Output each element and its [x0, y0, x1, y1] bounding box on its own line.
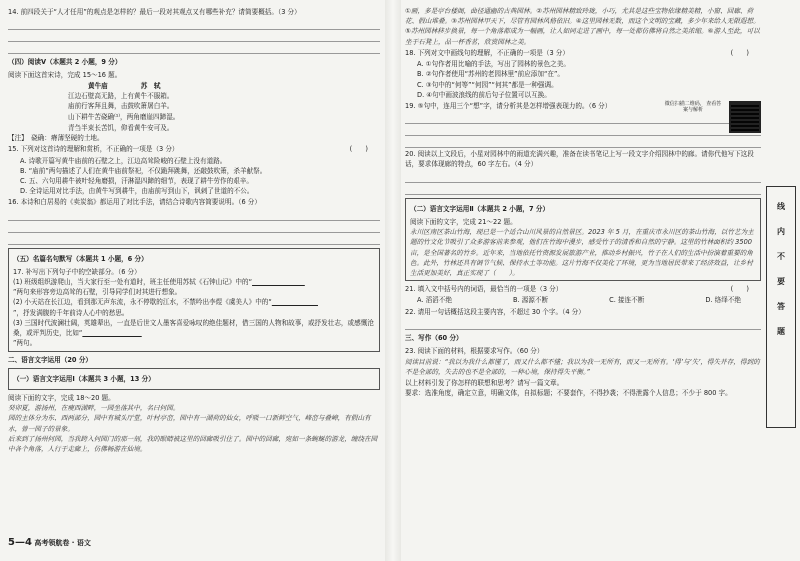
sub2-intro: 阅读下面的文字，完成 21～22 题。 — [410, 217, 517, 226]
seal-char: 内 — [777, 227, 785, 236]
poem-title: 黄牛庙 苏 轼 — [88, 81, 161, 90]
answer-line[interactable] — [405, 171, 761, 183]
page-footer — [8, 537, 91, 548]
option-c[interactable]: C. 五、六句用耕牛被叶轻角磨损，汗淋湿四蹄的细节，表现了耕牛劳作的艰辛。 — [20, 176, 253, 185]
question-18-text: 18. 下列对文中画线句的理解，不正确的一项是（3 分） — [405, 48, 569, 57]
essay-material: 阅读目前说：“我以为我什么都懂了，而又什么都不懂；我以为我一无所有，而又一无所有。‘得’与‘失’，得失并存，得到的不是全部的，失去的也不是全部的，一种心境，保持得失平衡。” — [405, 358, 760, 377]
qr-note: 微信扫描二维码， 查看答案与解析 — [664, 100, 722, 114]
blank-field[interactable] — [252, 278, 305, 286]
answer-line[interactable] — [405, 183, 761, 195]
poem-line: 庙前行客拜且舞，击鼓吹箫屠白羊。 — [68, 102, 174, 111]
section5-box — [8, 248, 380, 352]
read4-intro: 阅读下面这首宋诗，完成 15～16 题。 — [8, 71, 122, 80]
option-c[interactable]: C. ③句中的“何等”“何园”“何其”都是一种强调。 — [417, 80, 558, 89]
blank-field[interactable] — [272, 298, 318, 306]
question-22: 22. 请用一句话概括这段主要内容，不超过 30 个字。（4 分） — [405, 307, 585, 316]
passage-paragraph: 癸卯夏，游扬州，在瘦西湖畔，一园坐落其中，名曰何园。 — [8, 404, 180, 413]
poem-line: 山下耕牛苦硗确⁽¹⁾，两角磨崖四蹄湿。 — [68, 112, 180, 121]
option-a[interactable]: A. ①句作者用比喻的手法，写出了园林的景色之美。 — [417, 60, 570, 69]
option-c[interactable]: C. 接连不断 — [609, 296, 645, 305]
answer-line[interactable] — [8, 18, 380, 30]
question-17-3b: ”两句。 — [13, 339, 37, 348]
option-d[interactable]: D. ④句中画波浪线的前后句子位置可以互换。 — [417, 90, 551, 99]
option-b[interactable]: B. 源源不断 — [513, 296, 549, 305]
poem-body — [8, 91, 380, 133]
answer-line[interactable] — [8, 42, 380, 54]
question-16: 16. 本诗和白居易的《卖炭翁》都运用了对比手法，请结合诗歌内容简要说明。（6 分） — [8, 198, 261, 207]
answer-line[interactable] — [405, 318, 761, 330]
question-23: 23. 阅读下面的材料，根据要求写作。（60 分） — [405, 347, 544, 356]
q17-3-text: (3) 三国时代波澜壮阔，英雄辈出，一直是后世文人墨客喜爱咏叹的绝佳题材，借三国的人物和故事，或抒发壮志，或感慨沧桑，或评判历史，比如“ — [13, 318, 374, 338]
passage-paragraph: ①画，多是亭台楼阁，曲径通幽的古典园林。②苏州园林精致玲珑，小巧，尤其是这些宝物依缘精美精，小窗、回廊、荷花、假山堆叠。③苏州园林甲天下，尽管有园林风格依旧。④这里园林无数，而这个文明的宝藏，多少年来给人无限遐想。⑤苏州园林移步换景，每一个角落都成为一幅画，让人如同走进了画中，每一处都仿佛将自然之美浓缩。⑥游人至此，可以坐于石凳上，品一杯香茗，欣赏园林之美。 — [405, 7, 760, 46]
option-a[interactable]: A. 诗歌开篇写黄牛庙前的石壁之上，江边高耸险峻的石壁上没有道路。 — [20, 156, 227, 165]
question-21-text: 21. 填入文中括号内的词语，最恰当的一项是（3 分） — [405, 285, 563, 294]
option-b[interactable]: B. ②句作者使用“苏州的老园林里”前应添加“在”。 — [417, 70, 564, 79]
question-19 — [405, 100, 761, 114]
option-b[interactable]: B. “庙前”两句描述了人们在黄牛庙前祭祀，不仅跪拜跳舞，还敲鼓吹箫，杀羊献祭。 — [20, 166, 267, 175]
section-header-read4: （四）阅读Ⅴ（本题共 2 小题，9 分） — [8, 58, 122, 67]
answer-line[interactable] — [405, 124, 761, 136]
seal-char: 题 — [777, 327, 785, 336]
answer-line[interactable] — [8, 30, 380, 42]
section-sub1-box — [8, 368, 380, 390]
page-gutter — [385, 0, 401, 561]
q17-1-text: (1) 班级组织游爬山，当大家行至一处有道时，班主任使用苏轼《石钟山记》中的“ — [13, 278, 253, 287]
answer-paren[interactable]: ( ) — [730, 48, 749, 57]
answer-line[interactable] — [405, 136, 761, 148]
answer-paren[interactable]: ( ) — [349, 145, 368, 154]
question-19-text: 19. ⑤句中，连用三个“想”字，请分析其是怎样增强表现力的。（6 分） — [405, 101, 612, 110]
page-number: 5—4 — [8, 537, 32, 548]
question-17-3 — [13, 318, 375, 338]
question-14: 14. 前四段关于“人才任用”的观点是怎样的？最后一段对其观点又有哪些补充？请简要概括。（3 分） — [8, 8, 301, 16]
answer-line[interactable] — [405, 112, 761, 124]
question-17-2 — [13, 297, 375, 307]
section-header-2: 二、语言文字运用（20 分） — [8, 355, 93, 364]
q17-2-text: (2) 小天站在长江边，看到那无声东流，永不停歇的江水，不禁吟出李煜《虞美人》中的“ — [13, 298, 272, 307]
left-column — [8, 6, 380, 454]
section-header-5: （五）名篇名句默写（本题共 1 小题，6 分） — [13, 254, 148, 263]
question-15 — [8, 144, 380, 154]
poem-line: 江边石壁高无路，上有黄牛不服箱。 — [68, 91, 174, 100]
answer-line[interactable] — [8, 209, 380, 221]
section-header-3: 三、写作（60 分） — [405, 333, 463, 342]
passage-paragraph: 永川区南区茶山竹海，现已是一个适合山川风景的自然景区。2023 年 5 月，在重庆市永川区的茶山竹海，以竹艺为主题的竹文化节吸引了众多游客前来参观，他们在竹海中漫步，感受竹子的清香和自然的宁静。这里的竹林面积约 3500 亩，是全国著名的竹乡。近年来，当地依托竹资源发展旅游产业，推动乡村振兴，竹子在人们的生活中扮演着重要的角色。此外，竹林还具有调节气候、保持水土等功能。这片竹海不仅美化了环境，更为当地居民带来了经济效益，让乡村生活更加美好，真正实现了（ ）。 — [410, 228, 754, 277]
blank-field[interactable] — [82, 329, 141, 337]
question-17-2b: ”，抒发满腹的千年前诗人心中的愁思。 — [13, 308, 129, 317]
answer-paren[interactable]: ( ) — [730, 285, 749, 294]
essay-prompt: 以上材料引发了你怎样的联想和思考？请写一篇文章。 — [405, 378, 564, 387]
answer-line[interactable] — [8, 221, 380, 233]
right-column — [405, 6, 761, 398]
question-17: 17. 补写出下列句子中的空缺部分。（6 分） — [13, 267, 141, 276]
question-17-1 — [13, 277, 375, 287]
question-20: 20. 阅读以上文段后，小星对园林中的雨道充满兴趣，准备在读书笔记上写一段文字介绍园林中的廊。请你代他写下这段话，要求体现廊的特点，60 字左右。（4 分） — [405, 150, 754, 169]
sub2-header: （二）语言文字运用Ⅱ（本题共 2 小题，7 分） — [410, 204, 550, 213]
question-15-text: 15. 下列对这首诗的理解和赏析，不正确的一项是（3 分） — [8, 145, 179, 154]
question-18 — [405, 48, 761, 58]
sub1-header: （一）语言文字运用Ⅰ（本题共 3 小题，13 分） — [13, 374, 155, 383]
passage-paragraph: 园的主体分为东、西两部分，园中有城头厅堂，叶村亭峦，园中有一湖荷的仙女，呼吸一口新鲜空气，峰峦与叠嶂，有假山有水，曾一园子的景象。 — [8, 414, 371, 433]
poem-note: 【注】 硗确：瘠薄坚硬的土地。 — [8, 134, 104, 143]
essay-requirements: 要求：选准角度，确定立意，明确文体，自拟标题；不要套作，不得抄袭；不得泄露个人信息；不少于 800 字。 — [405, 388, 732, 397]
seal-char: 线 — [777, 202, 785, 211]
seal-char: 不 — [777, 252, 785, 261]
q21-options — [405, 295, 761, 305]
poem-line: 青刍半束长苦饥，仰看黄牛安可及。 — [68, 123, 174, 132]
seal-char: 答 — [777, 302, 785, 311]
question-21 — [405, 284, 761, 294]
seal-char: 要 — [777, 277, 785, 286]
section-sub2-box — [405, 198, 761, 282]
footer-title: 高考领航卷 · 语文 — [34, 539, 91, 547]
option-d[interactable]: D. 络绎不绝 — [705, 296, 741, 305]
option-a[interactable]: A. 滔滔不绝 — [417, 296, 452, 305]
passage-paragraph: 后来到了扬州何园，当我跨入何园门的那一刻，我的眼睛被这里的回廊吸引住了。园中的回廊，宛如一条蜿蜒的游龙，缠绕在园中各个角落，人行于走廊上，仿佛畅游在仙境。 — [8, 434, 378, 454]
qr-code-icon[interactable] — [729, 101, 761, 133]
question-17-1b: ”两句来形容旁边高耸的石壁，引导同学们对其进行想象。 — [13, 288, 182, 297]
sub1-intro: 阅读下面的文字，完成 18～20 题。 — [8, 394, 115, 402]
seal-line-notice — [766, 186, 796, 428]
answer-line[interactable] — [8, 233, 380, 245]
option-d[interactable]: D. 全诗运用对比手法，由黄牛写到耕牛，由庙前写到山下，讽刺了世道的不公。 — [20, 187, 254, 196]
